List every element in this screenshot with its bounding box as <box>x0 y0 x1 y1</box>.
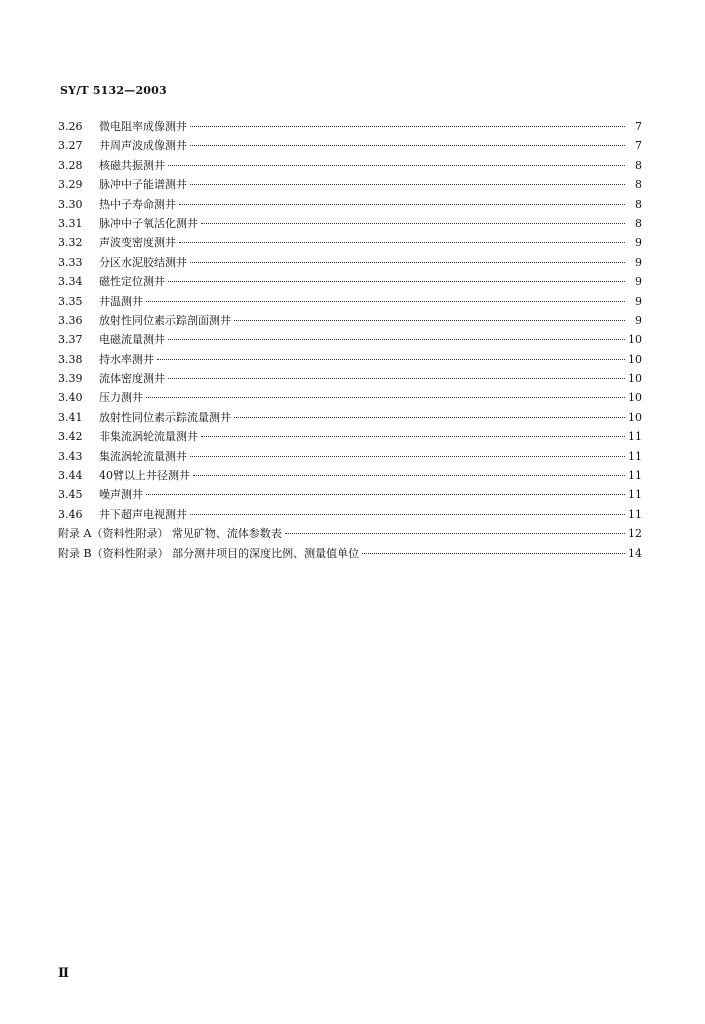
entry-number: 3.43 <box>58 449 83 463</box>
dot-leader <box>234 320 625 321</box>
entry-number: 3.44 <box>58 469 83 483</box>
appendix-page: 14 <box>628 546 642 560</box>
entry-number: 3.45 <box>58 488 83 502</box>
entry-title: 核磁共振测井 <box>99 158 165 172</box>
entry-title: 非集流涡轮流量测井 <box>99 430 198 444</box>
entry-number: 3.37 <box>58 333 83 347</box>
entry-page: 10 <box>628 333 642 347</box>
entry-title: 放射性同位素示踪流量测井 <box>99 410 231 424</box>
entry-title: 脉冲中子氧活化测井 <box>99 216 198 230</box>
entry-title: 持水率测井 <box>99 352 154 366</box>
entry-title: 微电阻率成像测井 <box>99 120 187 133</box>
entry-number: 3.35 <box>58 294 83 308</box>
table-of-contents <box>58 117 642 563</box>
entry-title: 噪声测井 <box>99 488 143 502</box>
dot-leader <box>190 184 625 185</box>
entry-title: 集流涡轮流量测井 <box>99 449 187 463</box>
dot-leader <box>168 339 625 340</box>
dot-leader <box>146 301 625 302</box>
entry-page: 7 <box>635 139 642 153</box>
entry-number: 3.46 <box>58 507 83 521</box>
entry-page: 9 <box>635 275 642 289</box>
dot-leader <box>168 165 625 166</box>
dot-leader <box>146 397 625 398</box>
toc-entry <box>58 195 642 214</box>
dot-leader <box>168 281 625 282</box>
entry-number: 3.32 <box>58 236 83 250</box>
entry-number: 3.41 <box>58 410 83 424</box>
entry-number: 3.36 <box>58 313 83 327</box>
dot-leader <box>179 204 625 205</box>
entry-page: 8 <box>635 178 642 192</box>
entry-page: 10 <box>628 391 642 405</box>
dot-leader <box>168 378 625 379</box>
entry-number: 3.33 <box>58 255 83 269</box>
entry-page: 7 <box>635 120 642 133</box>
entry-page: 11 <box>628 488 642 502</box>
toc-entry <box>58 272 642 291</box>
toc-entry <box>58 253 642 272</box>
entry-number: 3.26 <box>58 120 83 133</box>
dot-leader <box>362 553 625 554</box>
entry-title: 热中子寿命测井 <box>99 197 176 211</box>
dot-leader <box>193 475 625 476</box>
entry-title: 分区水泥胶结测井 <box>99 255 187 269</box>
entry-page: 11 <box>628 469 642 483</box>
dot-leader <box>285 533 625 534</box>
entry-title: 井温测井 <box>99 294 143 308</box>
entry-page: 10 <box>628 410 642 424</box>
entry-page: 10 <box>628 372 642 386</box>
document-code: SY/T 5132—2003 <box>60 84 167 97</box>
entry-page: 11 <box>628 449 642 463</box>
entry-title: 脉冲中子能谱测井 <box>99 178 187 192</box>
entry-number: 3.28 <box>58 158 83 172</box>
entry-page: 9 <box>635 294 642 308</box>
appendix-title: 附录 B（资料性附录） 部分测井项目的深度比例、测量值单位 <box>58 546 360 560</box>
toc-entry <box>58 427 642 446</box>
entry-number: 3.31 <box>58 216 83 230</box>
entry-number: 3.40 <box>58 391 83 405</box>
page-number: Ⅱ <box>58 966 69 981</box>
toc-entry <box>58 485 642 504</box>
toc-entry <box>58 408 642 427</box>
entry-number: 3.38 <box>58 352 83 366</box>
dot-leader <box>190 262 625 263</box>
dot-leader <box>190 456 625 457</box>
appendix-title: 附录 A（资料性附录） 常见矿物、流体参数表 <box>58 527 282 541</box>
entry-page: 11 <box>628 507 642 521</box>
dot-leader <box>146 494 625 495</box>
entry-page: 10 <box>628 352 642 366</box>
entry-title: 井下超声电视测井 <box>99 507 187 521</box>
entry-title: 磁性定位测井 <box>99 275 165 289</box>
entry-number: 3.42 <box>58 430 83 444</box>
toc-entry <box>58 388 642 407</box>
toc-appendix <box>58 544 642 563</box>
toc-entry <box>58 330 642 349</box>
entry-page: 9 <box>635 313 642 327</box>
dot-leader <box>201 436 625 437</box>
entry-page: 9 <box>635 236 642 250</box>
entry-title: 流体密度测井 <box>99 372 165 386</box>
entry-page: 8 <box>635 158 642 172</box>
entry-title: 40臂以上井径测井 <box>99 469 190 483</box>
dot-leader <box>190 514 625 515</box>
toc-entry <box>58 447 642 466</box>
toc-entry <box>58 505 642 524</box>
toc-entry <box>58 466 642 485</box>
entry-page: 8 <box>635 216 642 230</box>
dot-leader <box>190 145 625 146</box>
appendix-page: 12 <box>628 527 642 541</box>
entry-number: 3.29 <box>58 178 83 192</box>
entry-page: 9 <box>635 255 642 269</box>
entry-number: 3.30 <box>58 197 83 211</box>
entry-number: 3.34 <box>58 275 83 289</box>
dot-leader <box>179 242 625 243</box>
toc-appendix <box>58 524 642 543</box>
toc-entry <box>58 175 642 194</box>
entry-title: 电磁流量测井 <box>99 333 165 347</box>
toc-entry <box>58 350 642 369</box>
dot-leader <box>234 417 625 418</box>
dot-leader <box>157 359 625 360</box>
toc-entry <box>58 136 642 155</box>
entry-page: 8 <box>635 197 642 211</box>
entry-title: 井周声波成像测井 <box>99 139 187 153</box>
toc-entry <box>58 311 642 330</box>
toc-entry <box>58 156 642 175</box>
toc-entry <box>58 369 642 388</box>
entry-number: 3.27 <box>58 139 83 153</box>
entry-number: 3.39 <box>58 372 83 386</box>
toc-entry <box>58 292 642 311</box>
dot-leader <box>201 223 625 224</box>
dot-leader <box>190 126 625 127</box>
toc-entry <box>58 117 642 136</box>
entry-title: 放射性同位素示踪剖面测井 <box>99 313 231 327</box>
toc-entry <box>58 214 642 233</box>
entry-title: 压力测井 <box>99 391 143 405</box>
entry-title: 声波变密度测井 <box>99 236 176 250</box>
entry-page: 11 <box>628 430 642 444</box>
toc-entry <box>58 233 642 252</box>
